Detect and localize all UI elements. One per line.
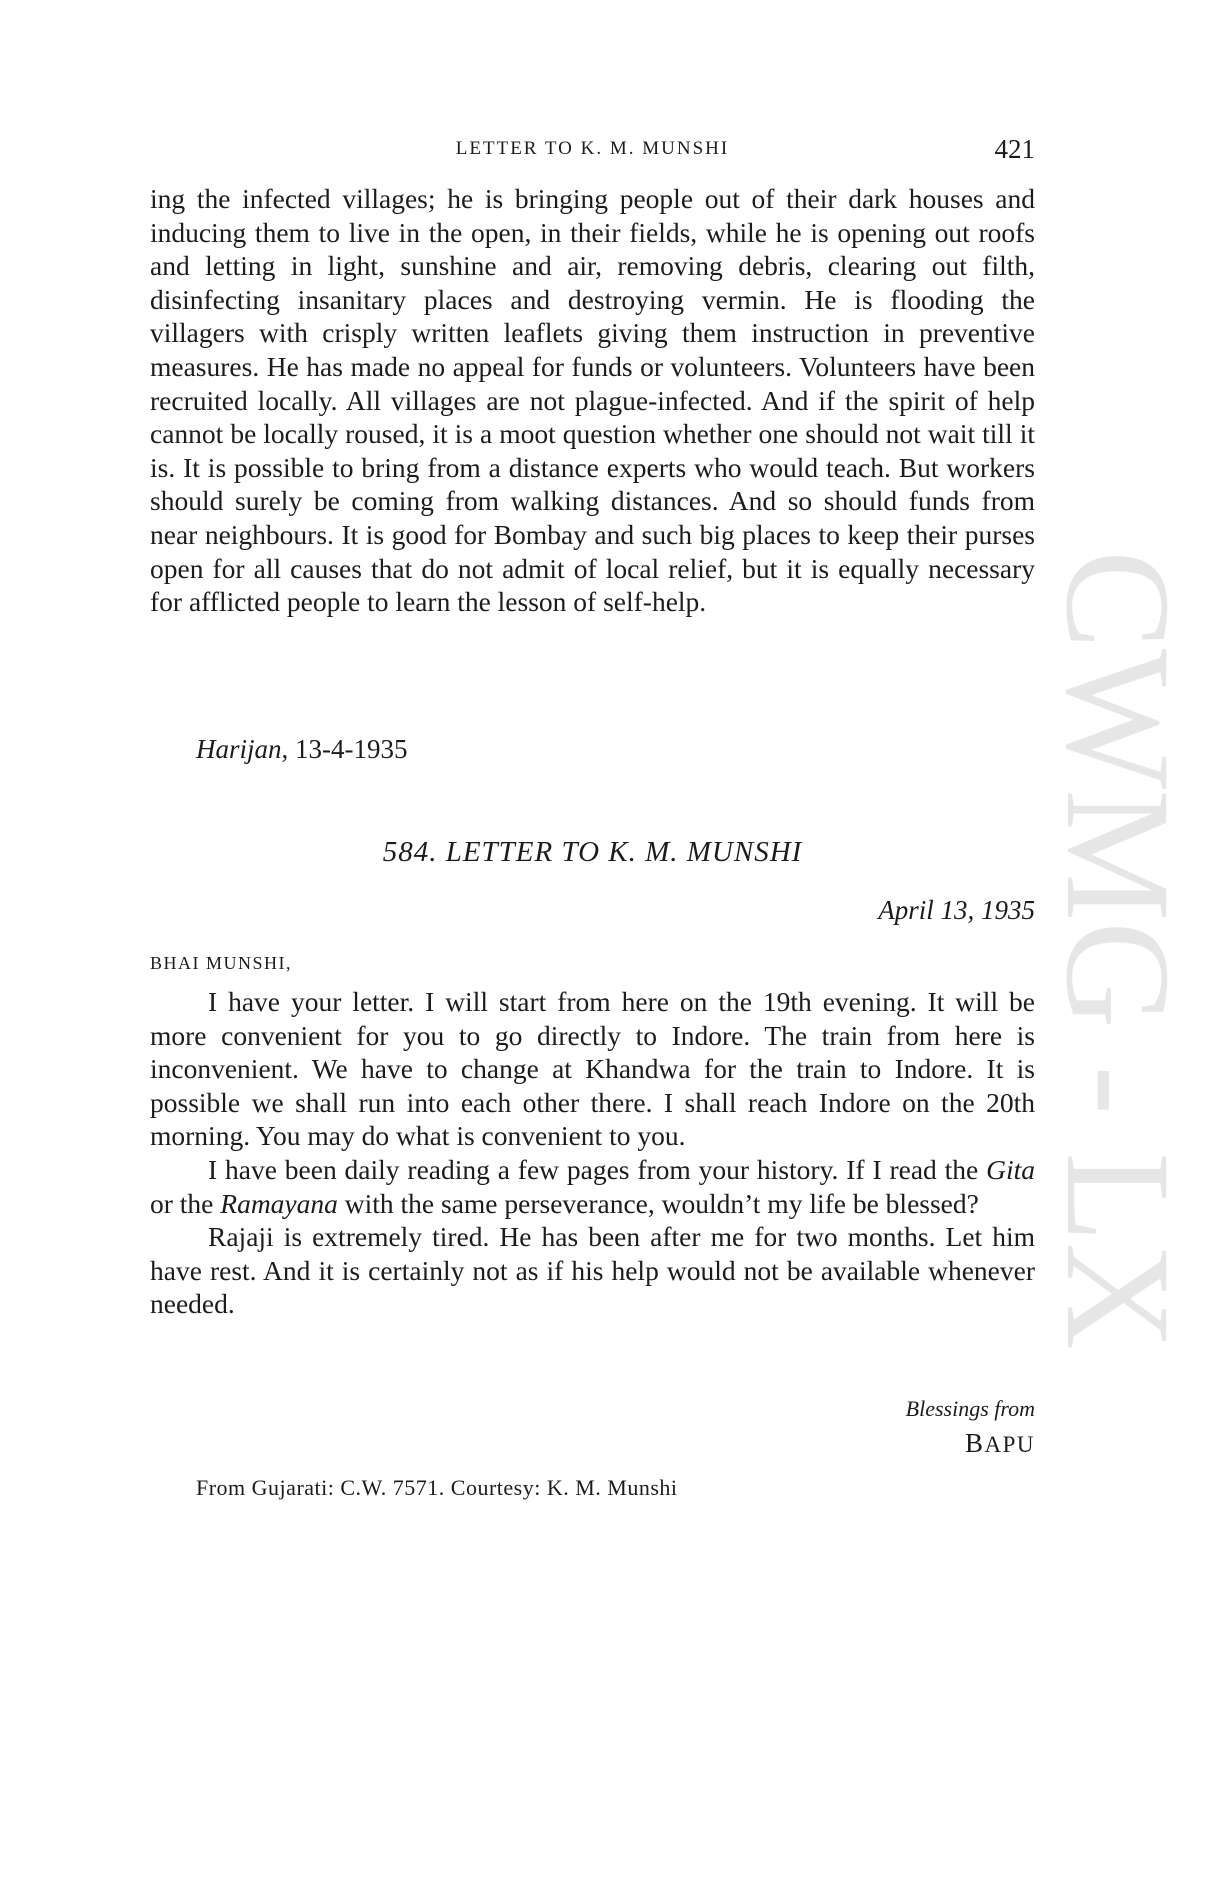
continuation-paragraph: ing the infected villages; he is bringing people out of their dark houses and inducing them to live in the open, in their fields, while he is opening out roofs and letting in light, sunshine and air, removing debris, clearing out filth, disinfecting insanitary places and destroying vermin. He is flooding the villagers with crisply written leaflets giving them instruction in preventive measures. He has made no appeal for funds or volunteers. Volunteers have been recruited locally. All villages are not plague-infected. And if the spirit of help cannot be locally roused, it is a moot question whether one should not wait till it is. It is possible to bring from a distance experts who would teach. But workers should surely be coming from walking distances. And so should funds from near neighbours. It is good for Bombay and such big places to keep their purses open for all causes that do not admit of local relief, but it is equally necessary for afflicted people to learn the lesson of self-help.: [150, 183, 1035, 618]
letter-heading: 584. LETTER TO K. M. MUNSHI: [382, 836, 803, 868]
letter-salutation: BHAI MUNSHI,: [150, 953, 293, 973]
running-header: [150, 134, 1035, 168]
watermark-svg: [1035, 540, 1201, 1360]
letter-paragraph-2: [150, 1153, 1035, 1220]
ramayana-title: Ramayana: [220, 1187, 338, 1219]
watermark: [1035, 540, 1201, 1360]
closing-line: Blessings from: [905, 1396, 1035, 1421]
letter-closing: [906, 1396, 1035, 1459]
paragraph-2-part-2: or the: [150, 1187, 221, 1219]
book-page: [150, 0, 1035, 1890]
source-date: 13-4-1935: [295, 734, 408, 764]
letter-body: [150, 985, 1035, 1321]
source-publication: Harijan,: [196, 734, 289, 764]
gita-title: Gita: [986, 1153, 1035, 1185]
paragraph-2-part-1: I have been daily reading a few pages from your history. If I read the: [208, 1153, 987, 1185]
source-footnote: From Gujarati: C.W. 7571. Courtesy: K. M. Munshi: [196, 1475, 678, 1500]
article-source: [196, 734, 408, 765]
watermark-text: CWMG - LX: [1035, 550, 1201, 1359]
page-number: 421: [994, 134, 1035, 164]
article-continuation: [150, 182, 1035, 619]
letter-date: April 13, 1935: [878, 895, 1035, 925]
signature: BAPU: [964, 1428, 1035, 1458]
letter-paragraph-1: I have your letter. I will start from here on the 19th evening. It will be more convenient for you to go directly to Indore. The train from here is inconvenient. We have to change at Khandwa for the train to Indore. It is possible we shall run into each other there. I shall reach Indore on the 20th morning. You may do what is convenient to you.: [150, 986, 1035, 1152]
running-title: LETTER TO K. M. MUNSHI: [455, 138, 730, 159]
letter-paragraph-3: Rajaji is extremely tired. He has been after me for two months. Let him have rest. And it is certainly not as if his help would not be available whenever needed.: [150, 1221, 1035, 1320]
paragraph-2-part-3: with the same perseverance, wouldn’t my life be blessed?: [337, 1187, 979, 1219]
